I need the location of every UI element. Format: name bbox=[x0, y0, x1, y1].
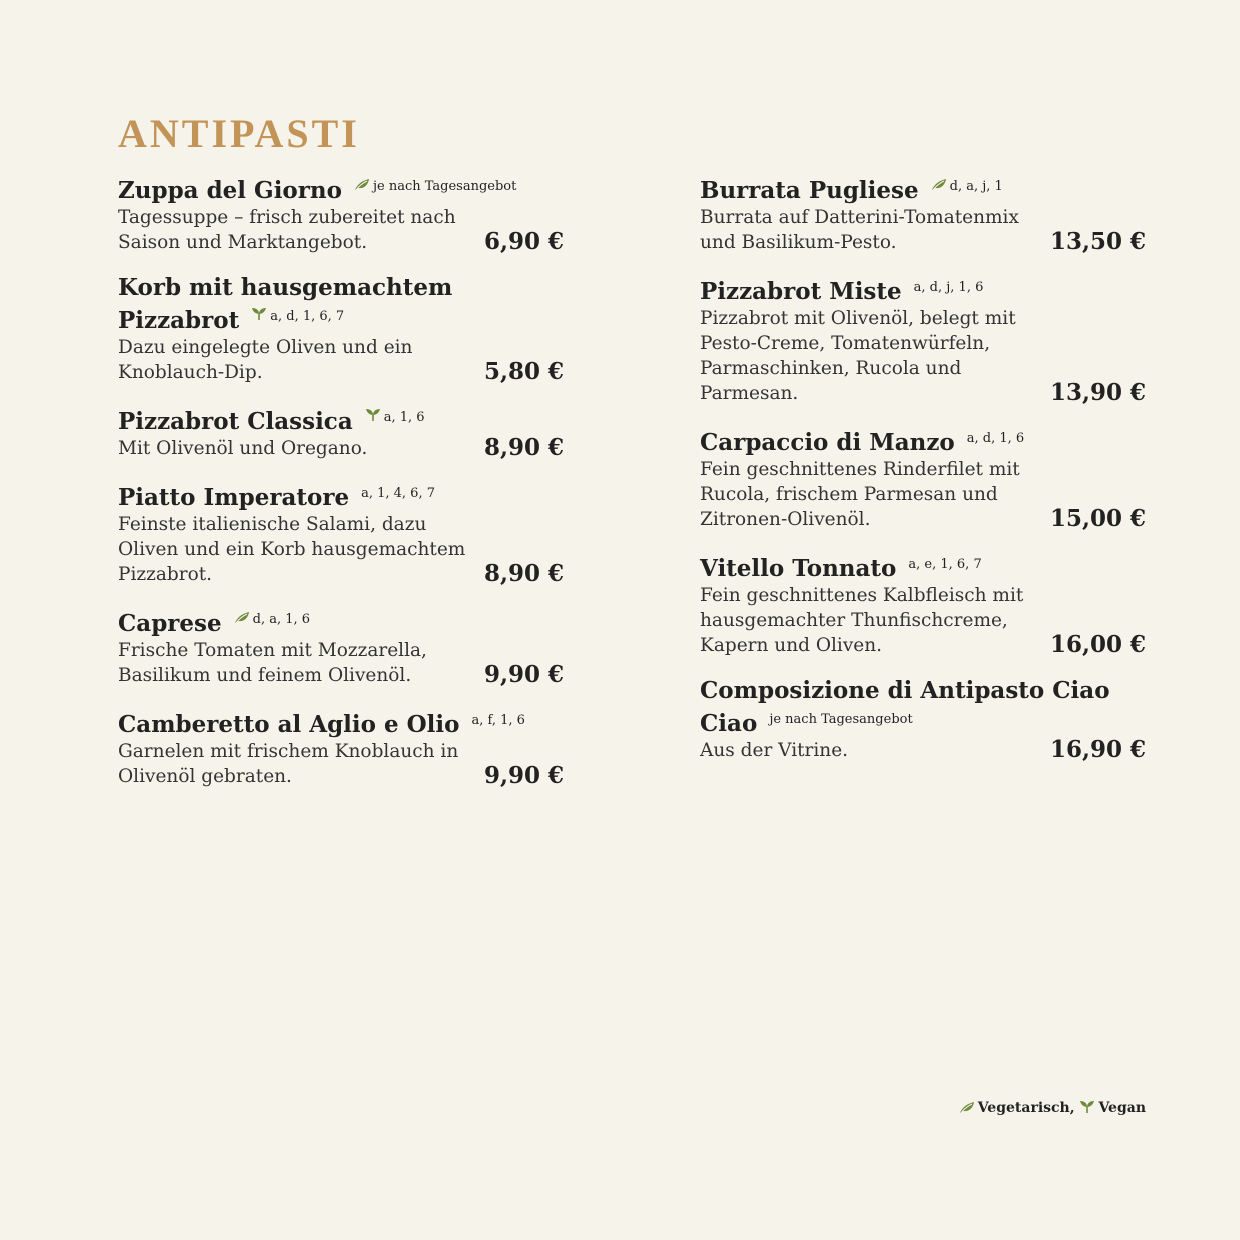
menu-item-price: 8,90 € bbox=[483, 560, 564, 587]
allergen-codes: a, f, 1, 6 bbox=[471, 713, 525, 728]
menu-item-description: Fein geschnittenes Kalbfleisch mit hausgemachter Thunfischcreme, Kapern und Oliven. bbox=[700, 585, 1024, 656]
menu-item bbox=[118, 403, 564, 461]
vegan-sprout-icon bbox=[365, 408, 381, 422]
menu-item-name-line bbox=[118, 706, 564, 739]
allergen-tags bbox=[914, 280, 984, 295]
menu-item-body bbox=[118, 205, 564, 255]
allergen-tags bbox=[967, 431, 1024, 446]
vegetarian-leaf-icon bbox=[354, 177, 370, 191]
menu-item bbox=[118, 479, 564, 587]
menu-item-name: Zuppa del Giorno bbox=[118, 177, 342, 204]
menu-item-description: Mit Olivenöl und Oregano. bbox=[118, 438, 368, 459]
menu-item-name-line bbox=[118, 403, 564, 436]
vegetarian-leaf-icon bbox=[931, 177, 947, 191]
menu-item-name-line bbox=[700, 676, 1146, 738]
allergen-tags bbox=[251, 309, 344, 324]
page-title: ANTIPASTI bbox=[118, 111, 360, 156]
menu-item-body bbox=[700, 738, 1146, 763]
menu-item-price: 5,80 € bbox=[483, 358, 564, 385]
menu-item bbox=[118, 605, 564, 688]
menu-item-description: Fein geschnittenes Rinderfilet mit Rucola, frischem Parmesan und Zitronen-Olivenöl. bbox=[700, 459, 1020, 530]
vegan-sprout-icon bbox=[251, 307, 267, 321]
menu-item-description: Pizzabrot mit Olivenöl, belegt mit Pesto-Creme, Tomatenwürfeln, Parmaschinken, Rucola und Parmesan. bbox=[700, 308, 1016, 404]
menu-item-body bbox=[700, 306, 1146, 406]
menu-item-name: Composizione di Antipasto Ciao Ciao bbox=[700, 677, 1110, 737]
menu-item-price: 16,00 € bbox=[1049, 631, 1146, 658]
menu-item-name-line bbox=[700, 273, 1146, 306]
allergen-codes: je nach Tagesangebot bbox=[769, 712, 913, 727]
menu-item-name: Korb mit hausgemachtem Pizzabrot bbox=[118, 274, 453, 334]
left-menu-column bbox=[118, 172, 564, 807]
allergen-codes: d, a, j, 1 bbox=[949, 179, 1003, 194]
vegetarian-leaf-icon bbox=[234, 610, 250, 624]
legend-vegetarian-label: Vegetarisch, bbox=[977, 1100, 1075, 1116]
allergen-codes: je nach Tagesangebot bbox=[372, 179, 517, 194]
menu-item-name-line bbox=[118, 172, 564, 205]
menu-item-name-line bbox=[700, 550, 1146, 583]
menu-item-name: Caprese bbox=[118, 610, 222, 637]
vegetarian-leaf-icon bbox=[959, 1100, 975, 1114]
menu-item-name: Piatto Imperatore bbox=[118, 484, 350, 511]
menu-item-name: Carpaccio di Manzo bbox=[700, 429, 955, 456]
menu-item-body bbox=[118, 436, 564, 461]
allergen-codes: a, e, 1, 6, 7 bbox=[908, 557, 982, 572]
menu-item bbox=[700, 424, 1146, 532]
menu-item-name-line bbox=[118, 273, 564, 335]
allergen-codes: a, 1, 4, 6, 7 bbox=[361, 486, 435, 501]
menu-item-description: Garnelen mit frischem Knoblauch in Olivenöl gebraten. bbox=[118, 741, 459, 787]
menu-item-name: Burrata Pugliese bbox=[700, 177, 919, 204]
allergen-codes: a, d, j, 1, 6 bbox=[913, 280, 984, 295]
allergen-codes: a, d, 1, 6 bbox=[966, 431, 1025, 446]
allergen-tags bbox=[361, 486, 435, 501]
menu-item-price: 13,90 € bbox=[1049, 379, 1146, 406]
menu-item-description: Aus der Vitrine. bbox=[700, 740, 849, 761]
menu-item-body bbox=[700, 457, 1146, 532]
diet-legend bbox=[959, 1098, 1146, 1118]
menu-item bbox=[700, 172, 1146, 255]
allergen-tags bbox=[931, 179, 1003, 194]
allergen-tags bbox=[234, 612, 310, 627]
menu-item-price: 8,90 € bbox=[483, 434, 564, 461]
allergen-tags bbox=[365, 410, 425, 425]
menu-item bbox=[700, 676, 1146, 763]
menu-item-body bbox=[118, 638, 564, 688]
menu-item-body bbox=[118, 512, 564, 587]
menu-item-name: Pizzabrot Miste bbox=[700, 278, 902, 305]
menu-item-description: Dazu eingelegte Oliven und ein Knoblauch-Dip. bbox=[118, 337, 413, 383]
menu-item-description: Frische Tomaten mit Mozzarella, Basilikum und feinem Olivenöl. bbox=[118, 640, 427, 686]
menu-item bbox=[118, 273, 564, 385]
menu-item-name-line bbox=[118, 605, 564, 638]
menu-item-body bbox=[700, 205, 1146, 255]
menu-item bbox=[700, 550, 1146, 658]
allergen-tags bbox=[354, 179, 516, 194]
vegan-sprout-icon bbox=[1079, 1100, 1095, 1114]
menu-item-description: Feinste italienische Salami, dazu Oliven und ein Korb hausgemachtem Pizzabrot. bbox=[118, 514, 466, 585]
menu-item-price: 9,90 € bbox=[483, 762, 564, 789]
menu-item-body bbox=[118, 739, 564, 789]
menu-item-body bbox=[118, 335, 564, 385]
menu-item-name-line bbox=[118, 479, 564, 512]
menu-item-price: 13,50 € bbox=[1049, 228, 1146, 255]
allergen-codes: a, d, 1, 6, 7 bbox=[270, 309, 345, 324]
allergen-codes: d, a, 1, 6 bbox=[252, 612, 311, 627]
menu-item-price: 9,90 € bbox=[483, 661, 564, 688]
allergen-tags bbox=[908, 557, 981, 572]
menu-item-name-line bbox=[700, 424, 1146, 457]
menu-item-price: 6,90 € bbox=[483, 228, 564, 255]
menu-item-description: Tagessuppe – frisch zubereitet nach Saison und Marktangebot. bbox=[118, 207, 456, 253]
menu-item-body bbox=[700, 583, 1146, 658]
menu-item bbox=[118, 706, 564, 789]
legend-vegan-label: Vegan bbox=[1098, 1100, 1146, 1116]
menu-item-price: 16,90 € bbox=[1049, 736, 1146, 763]
menu-item bbox=[118, 172, 564, 255]
allergen-tags bbox=[472, 713, 525, 728]
menu-item-name: Pizzabrot Classica bbox=[118, 408, 353, 435]
menu-item-description: Burrata auf Datterini-Tomatenmix und Basilikum-Pesto. bbox=[700, 207, 1019, 253]
allergen-codes: a, 1, 6 bbox=[383, 410, 425, 425]
right-menu-column bbox=[700, 172, 1146, 781]
menu-item-name: Vitello Tonnato bbox=[700, 555, 897, 582]
menu-item bbox=[700, 273, 1146, 406]
allergen-tags bbox=[769, 712, 912, 727]
menu-item-name-line bbox=[700, 172, 1146, 205]
menu-item-price: 15,00 € bbox=[1049, 505, 1146, 532]
menu-item-name: Camberetto al Aglio e Olio bbox=[118, 711, 460, 738]
